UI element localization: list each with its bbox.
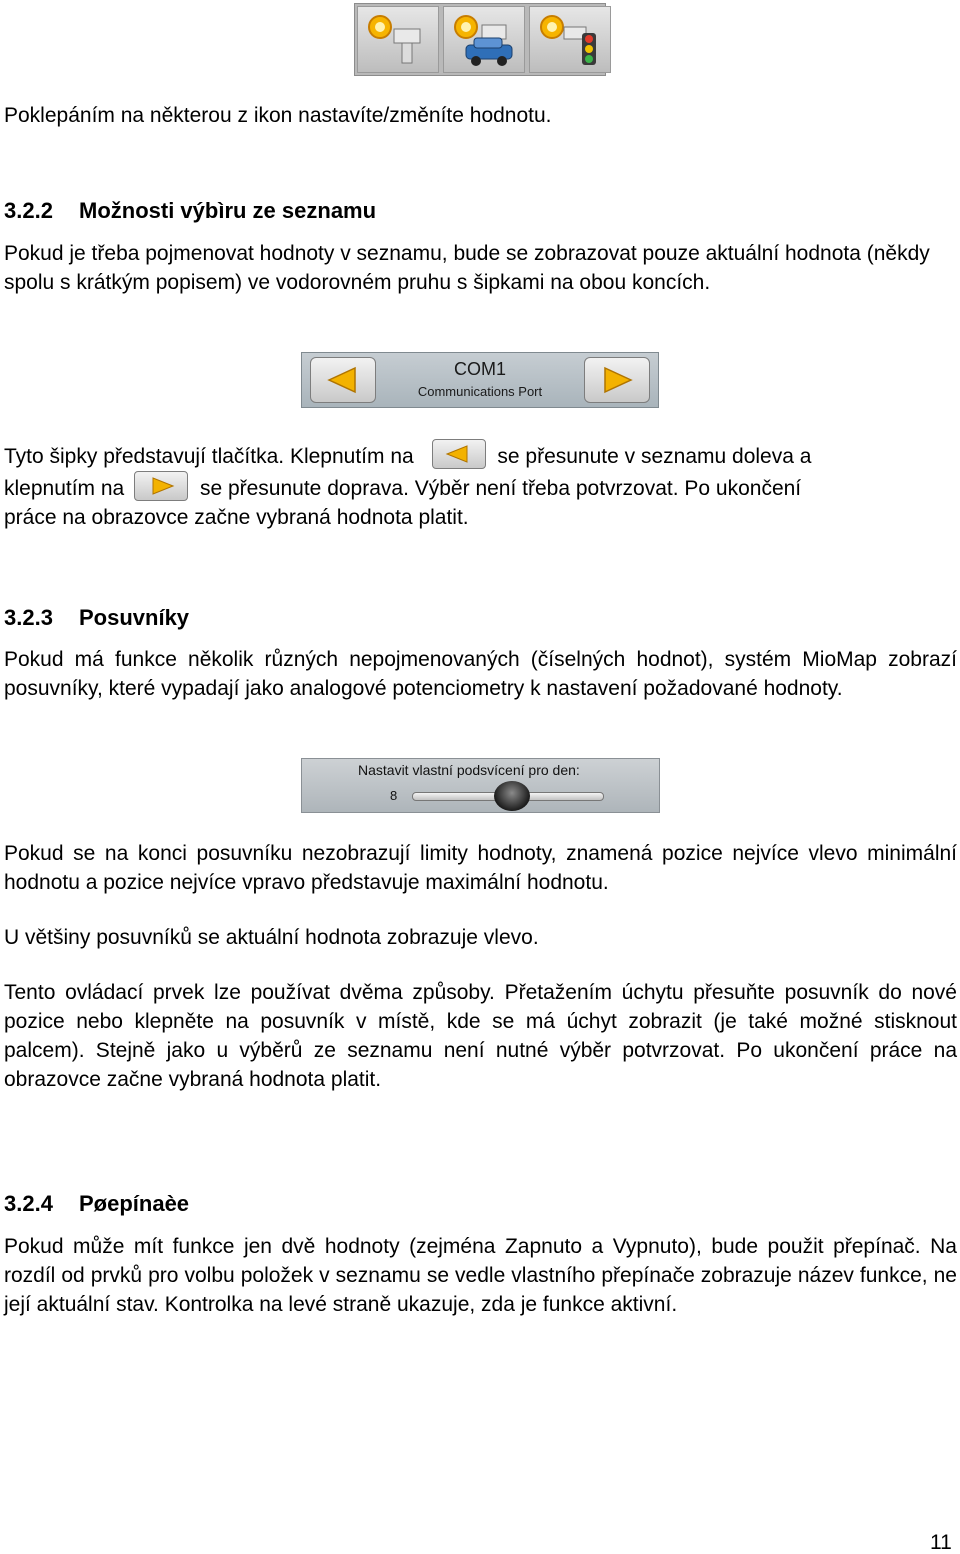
intro-paragraph: Poklepáním na některou z ikon nastavíte/změníte hodnotu. [4, 104, 552, 127]
arrow-right-button[interactable] [584, 357, 650, 403]
paragraph-text: se přesunute doprava. Výběr není třeba potvrzovat. Po ukončení [199, 477, 802, 500]
section-heading-3-2-3 [4, 603, 189, 632]
list-selector [301, 352, 659, 408]
section-title: Posuvníky [79, 605, 190, 630]
slider-usage-paragraph: Tento ovládací prvek lze používat dvěma způsoby. Přetažením úchytu přesuňte posuvník do nové pozice nebo klepněte na posuvník v místě, kde se má úchyt zobrazit (je také možné stisknout palcem). Stejně jako u výběrů ze seznamu není nutné výběr potvrzovat. Po ukončení práce na obrazovce začne vybraná hodnota platit. [4, 981, 957, 1091]
gear-traffic-light-icon[interactable] [529, 6, 611, 73]
slider-handle[interactable] [494, 781, 530, 811]
inline-right-arrow-icon [134, 471, 188, 501]
paragraph-text: Tyto šipky představují tlačítka. Klepnutím na [4, 445, 414, 468]
list-selection-paragraph [4, 239, 957, 297]
gear-crossroad-icon[interactable] [357, 6, 439, 73]
section-number: 3.2.3 [4, 605, 53, 630]
gear-car-icon[interactable] [443, 6, 525, 73]
list-selector-value: COM1 [453, 359, 506, 379]
settings-icon-strip [354, 3, 606, 76]
section-title: Pøepínaèe [79, 1191, 190, 1216]
brightness-slider [301, 758, 660, 813]
paragraph-text: práce na obrazovce začne vybraná hodnota platit. [4, 506, 469, 529]
arrows-paragraph [4, 441, 957, 537]
inline-left-arrow-icon [432, 439, 486, 469]
slider-value: 8 [390, 788, 398, 803]
section-heading-3-2-2 [4, 196, 376, 225]
sliders-paragraph: Pokud má funkce několik různých nepojmenovaných (číselných hodnot), systém MioMap zobrazí posuvníky, které vypadají jako analogové potenciometry k nastavení požadované hodnoty. [4, 648, 957, 700]
paragraph-text: klepnutím na [4, 477, 125, 500]
section-number: 3.2.4 [4, 1191, 53, 1216]
section-heading-3-2-4 [4, 1189, 189, 1218]
switches-paragraph: Pokud může mít funkce jen dvě hodnoty (zejména Zapnuto a Vypnuto), bude použit přepínač. Na rozdíl od prvků pro volbu položek v seznamu se vedle vlastního přepínače zobrazuje název funkce, ne její aktuální stav. Kontrolka na levé straně ukazuje, zda je funkce aktivní. [4, 1235, 957, 1316]
slider-label: Nastavit vlastní podsvícení pro den: [358, 762, 580, 778]
paragraph-text: se přesunute v seznamu doleva a [497, 445, 812, 468]
arrow-right-icon [585, 358, 649, 402]
page-number: 11 [930, 1531, 952, 1554]
slider-limits-paragraph: Pokud se na konci posuvníku nezobrazují limity hodnoty, znamená pozice nejvíce vlevo minimální hodnotu a pozice nejvíce vpravo představuje maximální hodnotu. [4, 842, 957, 894]
paragraph-text: Pokud je třeba pojmenovat hodnoty v seznamu, bude se zobrazovat pouze aktuální hodnota (někdy spolu s krátkým popisem) ve vodorovném pruhu s šipkami na obou koncích. [4, 242, 930, 294]
list-selector-description: Communications Port [417, 384, 543, 399]
section-number: 3.2.2 [4, 198, 53, 223]
section-title: Možnosti výbìru ze seznamu [79, 198, 377, 223]
current-value-paragraph: U většiny posuvníků se aktuální hodnota zobrazuje vlevo. [4, 926, 539, 949]
